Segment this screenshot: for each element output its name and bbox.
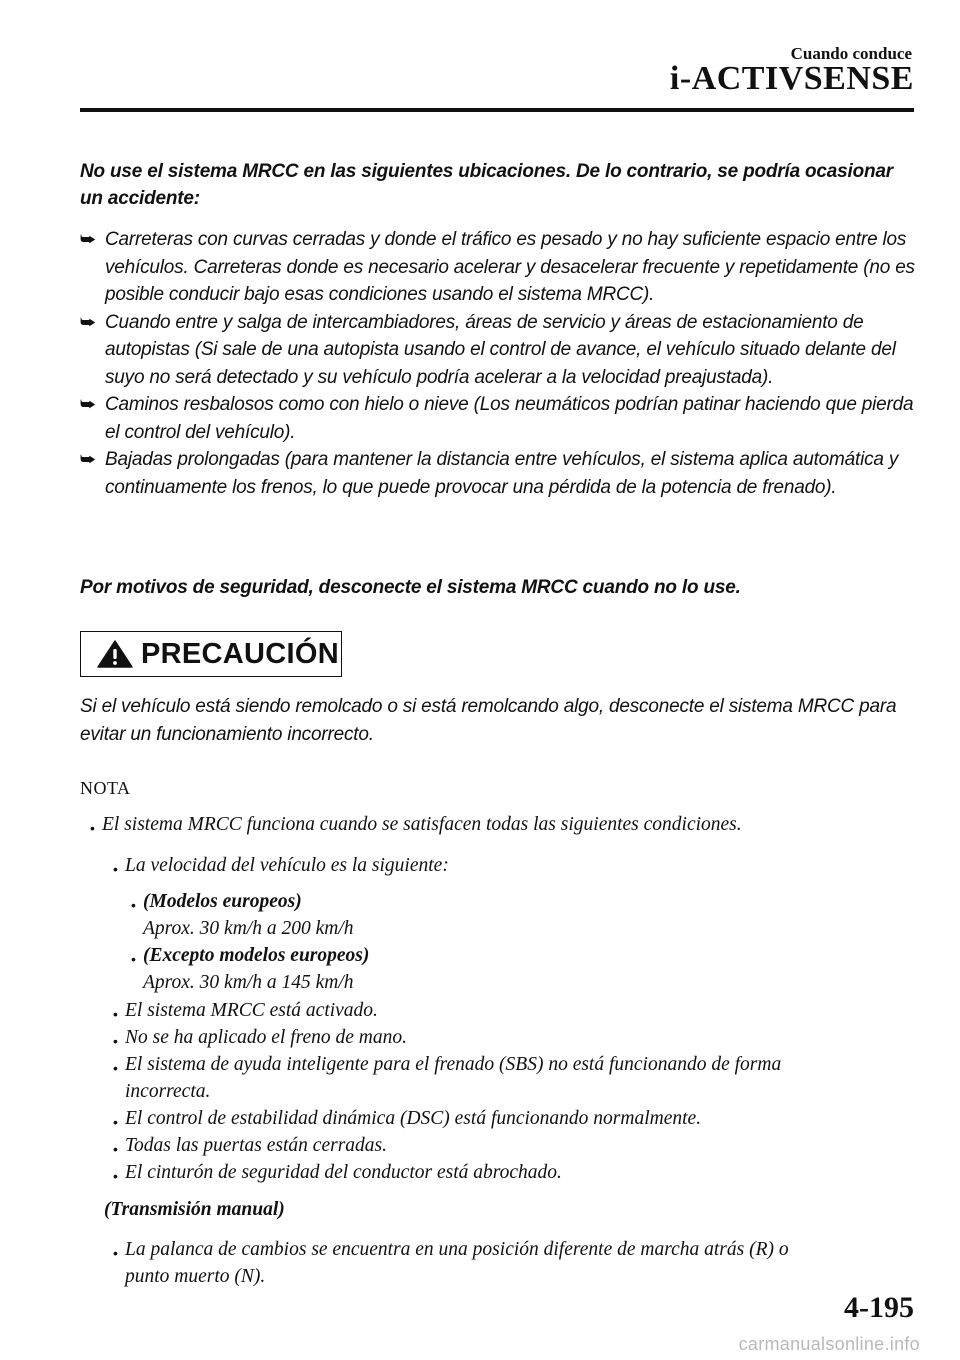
page-number: 4-195 — [844, 1291, 914, 1324]
note-condition: No se ha aplicado el freno de mano. — [125, 1027, 407, 1048]
warning-item — [80, 309, 920, 392]
warning-item-text: Carreteras con curvas cerradas y donde el tráfico es pesado y no hay suficiente espacio entre los vehículos. Carreteras donde es necesario acelerar y desacelerar frecuente y repetidamente (no es posible conducir bajo esas condiciones usando el sistema MRCC). — [105, 229, 915, 305]
warning-item — [80, 391, 920, 446]
note-manual-label: (Transmisión manual) — [104, 1199, 285, 1220]
note-non-euro-value: Aprox. 30 km/h a 145 km/h — [143, 972, 354, 993]
bullet-icon: • — [113, 1168, 118, 1184]
caution-text: Si el vehículo está siendo remolcado o si está remolcando algo, desconecte el sistema MRCC para evitar un funcionamiento incorrecto. — [80, 696, 897, 745]
header-title: i-ACTIVSENSE — [669, 60, 914, 97]
warning-item-text: Cuando entre y salga de intercambiadores, áreas de servicio y áreas de estacionamiento de autopistas (Si sale de una autopista usando el control de avance, el vehículo situado delante del suyo no será detectado y su vehículo podría acelerar a la velocidad preajustada). — [105, 311, 896, 388]
note-condition: El cinturón de seguridad del conductor está abrochado. — [125, 1162, 562, 1183]
caution-label: PRECAUCIÓN — [141, 637, 339, 670]
caution-box — [80, 631, 342, 677]
bullet-icon: • — [131, 897, 136, 913]
note-non-euro-label: (Excepto modelos europeos) — [143, 945, 370, 966]
note-condition: El sistema MRCC está activado. — [125, 1000, 378, 1021]
header-section-name: Cuando conduce — [790, 44, 912, 63]
warning-triangle-icon — [97, 640, 133, 668]
bullet-icon: • — [131, 951, 136, 967]
header-rule — [80, 108, 914, 112]
warning-footer: Por motivos de seguridad, desconecte el sistema MRCC cuando no lo use. — [80, 577, 741, 598]
warning-list — [80, 226, 920, 501]
arrowhead-right-icon: ⮩ — [80, 395, 96, 414]
arrowhead-right-icon: ⮩ — [80, 230, 96, 249]
warning-item — [80, 446, 920, 501]
bullet-icon: • — [113, 1141, 118, 1157]
watermark: carmanualsonline.info — [738, 1334, 920, 1354]
note-euro-value: Aprox. 30 km/h a 200 km/h — [143, 918, 354, 939]
bullet-icon: • — [113, 1006, 118, 1022]
bullet-icon: • — [113, 1245, 118, 1261]
note-speed-intro: La velocidad del vehículo es la siguiente: — [125, 855, 449, 876]
warning-item-text: Caminos resbalosos como con hielo o nieve (Los neumáticos podrían patinar haciendo que pierda el control del vehículo). — [105, 394, 914, 443]
arrowhead-right-icon: ⮩ — [80, 312, 96, 332]
note-condition-cont: incorrecta. — [125, 1081, 211, 1102]
bullet-icon: • — [113, 1114, 118, 1130]
note-manual-condition-cont: punto muerto (N). — [125, 1266, 266, 1287]
warning-item — [80, 226, 920, 309]
bullet-icon: • — [113, 1060, 118, 1076]
bullet-icon: • — [113, 1033, 118, 1049]
note-main: El sistema MRCC funciona cuando se satisfacen todas las siguientes condiciones. — [102, 814, 742, 835]
note-manual-condition: La palanca de cambios se encuentra en una posición diferente de marcha atrás (R) o — [125, 1239, 789, 1260]
note-condition: El control de estabilidad dinámica (DSC) está funcionando normalmente. — [125, 1108, 702, 1129]
arrowhead-right-icon: ⮩ — [80, 450, 96, 469]
note-heading: NOTA — [80, 778, 131, 798]
bullet-icon: • — [90, 820, 95, 836]
note-condition: El sistema de ayuda inteligente para el frenado (SBS) no está funcionando de forma — [125, 1054, 782, 1075]
note-condition: Todas las puertas están cerradas. — [125, 1135, 388, 1156]
note-euro-label: (Modelos europeos) — [143, 891, 302, 912]
bullet-icon: • — [113, 861, 118, 877]
warning-item-text: Bajadas prolongadas (para mantener la distancia entre vehículos, el sistema aplica automática y continuamente los frenos, lo que puede provocar una pérdida de la potencia de frenado). — [105, 449, 899, 498]
warning-title: No use el sistema MRCC en las siguientes ubicaciones. De lo contrario, se podría ocasionar un accidente: — [80, 161, 893, 209]
